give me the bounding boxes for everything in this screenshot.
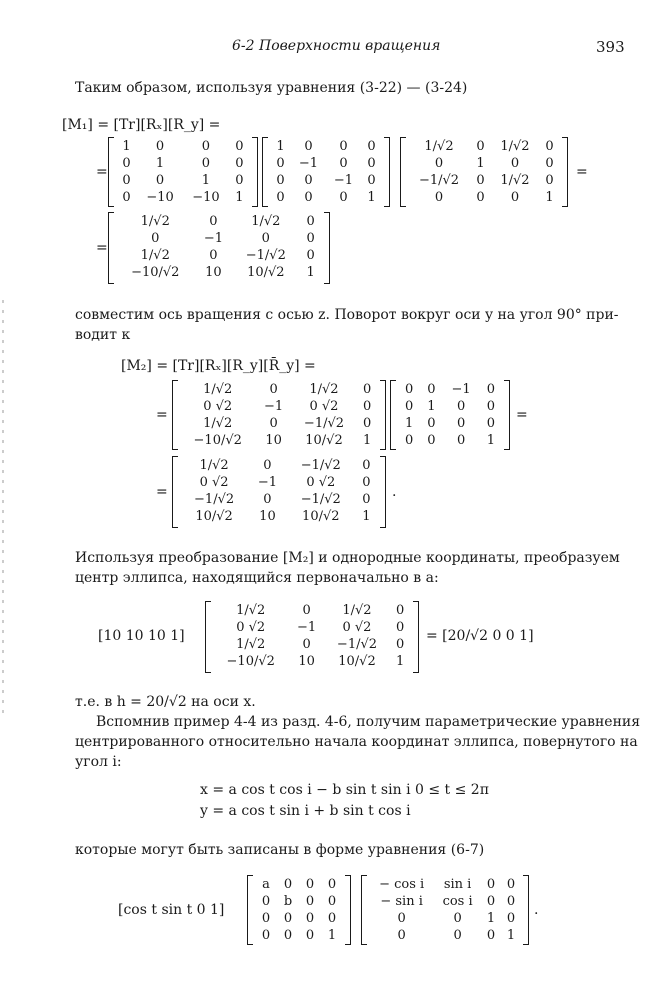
matrix-cell: 10/√2: [247, 265, 285, 280]
eq1-equals-3: =: [96, 240, 108, 256]
eq2-matrix-B: [390, 380, 510, 450]
matrix-row: [116, 189, 250, 206]
matrix-cell: 0: [209, 248, 218, 263]
matrix-cell: 1/√2: [140, 214, 170, 229]
text3-line1: Используя преобразование [M₂] и однородные координаты, преобразуем: [75, 550, 620, 566]
matrix-cell: 1: [404, 416, 414, 431]
matrix-row: [398, 398, 502, 415]
matrix-cell: 0: [545, 156, 554, 171]
matrix-cell: 0: [327, 911, 337, 926]
matrix-row: [116, 213, 322, 230]
matrix-cell: 0: [261, 928, 271, 943]
matrix-cell: 1/√2: [251, 214, 281, 229]
param-eq-x: x = a cos t cos i − b sin t sin i 0 ≤ t ≤ 2π: [200, 782, 489, 798]
matrix-cell: 0 √2: [342, 620, 372, 635]
matrix-cell: 0: [276, 173, 285, 188]
matrix-cell: 0: [456, 416, 466, 431]
eq2-equals-3: =: [156, 484, 168, 500]
matrix-cell: 0 √2: [199, 475, 229, 490]
matrix-cell: 1: [235, 190, 244, 205]
matrix-cell: 0: [283, 911, 293, 926]
matrix-row: [270, 189, 382, 206]
eq3-matrix: [205, 601, 419, 673]
eq1-matrix-A: [108, 137, 258, 207]
matrix-cell: 0: [302, 603, 311, 618]
matrix-cell: 1/√2: [236, 603, 266, 618]
matrix-cell: 0: [456, 433, 466, 448]
matrix-cell: −10/√2: [131, 265, 180, 280]
matrix-row: [408, 155, 560, 172]
matrix-cell: 0: [306, 214, 315, 229]
matrix-cell: 1: [155, 156, 165, 171]
matrix-cell: 1/√2: [203, 382, 233, 397]
matrix-cell: −1/√2: [418, 173, 460, 188]
matrix-cell: 0: [261, 911, 271, 926]
matrix-cell: 0: [305, 911, 315, 926]
matrix-cell: 1/√2: [140, 248, 170, 263]
matrix-cell: 0: [486, 382, 495, 397]
matrix-cell: −1: [203, 231, 223, 246]
matrix-row: [255, 910, 343, 927]
matrix-cell: −1/√2: [194, 492, 235, 507]
matrix-cell: 0: [545, 173, 554, 188]
matrix-cell: 0: [397, 928, 406, 943]
matrix-cell: 0: [486, 416, 495, 431]
matrix-cell: 0: [453, 911, 462, 926]
eq4-row-vector: [cos t sin t 0 1]: [118, 902, 225, 918]
matrix-row: [398, 415, 502, 432]
eq2-period: .: [392, 484, 397, 500]
matrix-row: [213, 653, 411, 670]
matrix-cell: 1: [362, 509, 371, 524]
matrix-row: [116, 138, 250, 155]
matrix-cell: 0: [404, 433, 414, 448]
text2-line1: совместим ось вращения с осью z. Поворот вокруг оси y на угол 90° при-: [75, 307, 619, 323]
matrix-cell: 0: [476, 173, 485, 188]
matrix-cell: 1: [276, 139, 285, 154]
matrix-cell: 0: [367, 139, 376, 154]
matrix-cell: 10: [259, 509, 276, 524]
matrix-cell: −1: [333, 173, 354, 188]
text2-line2: водит к: [75, 327, 131, 343]
matrix-cell: 10/√2: [195, 509, 233, 524]
matrix-cell: −1: [451, 382, 471, 397]
matrix-row: [270, 138, 382, 155]
matrix-cell: 0 √2: [236, 620, 266, 635]
matrix-cell: 0: [395, 620, 405, 635]
matrix-cell: 1/√2: [236, 637, 266, 652]
matrix-cell: 0: [235, 156, 244, 171]
eq1-matrix-B: [262, 137, 390, 207]
eq2-equals-1: =: [156, 407, 168, 423]
matrix-cell: 10/√2: [305, 433, 343, 448]
matrix-row: [180, 457, 378, 474]
matrix-row: [116, 247, 322, 264]
eq1-equals-1: =: [96, 164, 108, 180]
matrix-cell: 10/√2: [302, 509, 340, 524]
text3-line2: центр эллипса, находящийся первоначально в a:: [75, 570, 439, 586]
matrix-cell: 1: [201, 173, 211, 188]
matrix-cell: 10: [265, 433, 282, 448]
matrix-cell: 10/√2: [338, 654, 376, 669]
matrix-row: [369, 927, 521, 944]
matrix-row: [116, 264, 322, 281]
matrix-cell: −1: [297, 620, 317, 635]
matrix-cell: −1: [264, 399, 284, 414]
running-header: 6-2 Поверхности вращения: [232, 38, 441, 54]
matrix-cell: 1/√2: [203, 416, 233, 431]
matrix-cell: 1/√2: [424, 139, 454, 154]
matrix-cell: 0: [327, 894, 337, 909]
matrix-cell: 1: [306, 265, 315, 280]
eq4-matrix-A: [247, 875, 351, 945]
matrix-row: [408, 138, 560, 155]
eq4-period: .: [534, 902, 539, 918]
matrix-cell: 0: [235, 139, 244, 154]
eq1-lhs: [M₁] = [Tr][Rₓ][R_y] =: [62, 117, 221, 133]
text6: которые могут быть записаны в форме уравнения (6-7): [75, 842, 485, 858]
matrix-cell: 0: [339, 139, 348, 154]
page-number: 393: [596, 38, 625, 56]
matrix-cell: 0: [545, 139, 554, 154]
matrix-cell: 0: [304, 173, 313, 188]
matrix-cell: 0: [269, 416, 278, 431]
matrix-row: [180, 415, 378, 432]
matrix-cell: 0 √2: [203, 399, 233, 414]
matrix-cell: 0 √2: [309, 399, 339, 414]
matrix-cell: 0: [304, 190, 313, 205]
matrix-cell: 0: [304, 139, 313, 154]
matrix-cell: 0 √2: [306, 475, 336, 490]
matrix-cell: 0: [506, 911, 516, 926]
matrix-row: [180, 381, 378, 398]
matrix-cell: 0: [263, 458, 272, 473]
matrix-row: [180, 398, 378, 415]
eq4-matrix-B: [361, 875, 529, 945]
matrix-row: [255, 927, 343, 944]
matrix-cell: 0: [362, 382, 372, 397]
matrix-cell: 1: [486, 911, 496, 926]
matrix-cell: 0: [486, 877, 496, 892]
matrix-cell: 0: [306, 248, 315, 263]
matrix-cell: 0: [367, 173, 376, 188]
text5-line3: угол i:: [75, 754, 122, 770]
matrix-row: [398, 381, 502, 398]
eq3-row-vector: [10 10 10 1]: [98, 628, 185, 644]
matrix-cell: 1/√2: [342, 603, 372, 618]
matrix-row: [398, 432, 502, 449]
matrix-cell: −1/√2: [245, 248, 286, 263]
matrix-cell: 0: [510, 190, 520, 205]
matrix-cell: 0: [453, 928, 462, 943]
matrix-cell: 0: [155, 173, 165, 188]
matrix-row: [408, 172, 560, 189]
matrix-row: [369, 876, 521, 893]
matrix-cell: 0: [305, 877, 315, 892]
matrix-cell: 0: [276, 156, 285, 171]
matrix-cell: 0: [269, 382, 278, 397]
text5-line2: центрированного относительно начала координат эллипса, повернутого на: [75, 734, 638, 750]
matrix-cell: 0: [486, 928, 496, 943]
matrix-cell: 0: [263, 492, 272, 507]
matrix-cell: 0: [476, 139, 485, 154]
matrix-cell: 0: [395, 603, 405, 618]
matrix-cell: cos i: [442, 894, 473, 909]
matrix-cell: −1/√2: [336, 637, 378, 652]
matrix-cell: 0: [486, 894, 496, 909]
matrix-cell: 1: [367, 190, 376, 205]
matrix-cell: 1/√2: [309, 382, 339, 397]
matrix-cell: 0: [235, 173, 244, 188]
matrix-cell: b: [283, 894, 293, 909]
matrix-cell: 1: [395, 654, 405, 669]
eq2-lhs: [M₂] = [Tr][Rₓ][R_y][R̄_y] =: [121, 358, 316, 374]
matrix-cell: 0: [427, 382, 436, 397]
matrix-cell: 0: [362, 475, 371, 490]
matrix-cell: 0: [362, 458, 371, 473]
matrix-cell: 0: [201, 139, 211, 154]
matrix-cell: 1: [506, 928, 516, 943]
matrix-cell: 0: [362, 399, 372, 414]
matrix-cell: 0: [201, 156, 211, 171]
matrix-row: [270, 172, 382, 189]
matrix-cell: − sin i: [380, 894, 423, 909]
eq2-equals-2: =: [516, 407, 528, 423]
matrix-row: [213, 619, 411, 636]
matrix-cell: −10: [192, 190, 220, 205]
matrix-row: [369, 910, 521, 927]
eq2-matrix-C: [172, 456, 386, 528]
matrix-cell: 0: [151, 231, 160, 246]
matrix-cell: 0: [404, 382, 414, 397]
matrix-cell: a: [262, 877, 270, 892]
matrix-cell: 0: [306, 231, 315, 246]
matrix-cell: 1: [362, 433, 372, 448]
matrix-cell: 1: [327, 928, 337, 943]
matrix-row: [213, 636, 411, 653]
matrix-cell: 0: [395, 637, 405, 652]
matrix-cell: 1/√2: [199, 458, 229, 473]
matrix-cell: −1: [298, 156, 319, 171]
matrix-cell: 0: [404, 399, 414, 414]
matrix-cell: 0: [302, 637, 311, 652]
matrix-cell: 0: [427, 433, 436, 448]
matrix-cell: 0: [506, 877, 516, 892]
matrix-cell: 1/√2: [500, 173, 530, 188]
matrix-cell: −1/√2: [300, 458, 341, 473]
matrix-cell: 1: [122, 139, 131, 154]
matrix-row: [180, 491, 378, 508]
matrix-cell: 0: [362, 492, 371, 507]
matrix-row: [369, 893, 521, 910]
eq1-matrix-D: [108, 212, 330, 284]
matrix-cell: 0: [276, 190, 285, 205]
matrix-row: [180, 474, 378, 491]
matrix-cell: −10: [146, 190, 174, 205]
matrix-cell: 0: [434, 156, 444, 171]
matrix-cell: 1: [427, 399, 436, 414]
matrix-cell: 0: [339, 190, 348, 205]
matrix-cell: 0: [506, 894, 516, 909]
matrix-cell: 1: [476, 156, 485, 171]
matrix-cell: 0: [261, 894, 271, 909]
matrix-cell: sin i: [443, 877, 472, 892]
matrix-cell: 0: [367, 156, 376, 171]
matrix-cell: −10/√2: [193, 433, 242, 448]
text5-line1: Вспомнив пример 4-4 из разд. 4-6, получим параметрические уравнения: [96, 714, 641, 730]
matrix-cell: −1/√2: [303, 416, 345, 431]
matrix-row: [213, 602, 411, 619]
eq1-matrix-C: [400, 137, 568, 207]
eq3-result: = [20/√2 0 0 1]: [426, 628, 534, 644]
matrix-cell: 0: [456, 399, 466, 414]
matrix-cell: 0: [510, 156, 520, 171]
matrix-cell: 0: [283, 928, 293, 943]
matrix-cell: 1: [486, 433, 495, 448]
matrix-cell: 0: [305, 894, 315, 909]
matrix-row: [270, 155, 382, 172]
eq2-matrix-A: [172, 380, 386, 450]
matrix-cell: 0: [486, 399, 495, 414]
text4: т.е. в h = 20/√2 на оси x.: [75, 694, 256, 710]
eq1-equals-2: =: [576, 164, 588, 180]
param-eq-y: y = a cos t sin i + b sin t cos i: [200, 803, 411, 819]
matrix-cell: 0: [122, 173, 131, 188]
matrix-cell: 1: [545, 190, 554, 205]
matrix-cell: − cos i: [379, 877, 425, 892]
matrix-cell: 0: [261, 231, 270, 246]
matrix-cell: 0: [339, 156, 348, 171]
matrix-cell: 0: [434, 190, 444, 205]
matrix-cell: 0: [122, 156, 131, 171]
matrix-cell: 0: [305, 928, 315, 943]
matrix-cell: 0: [476, 190, 485, 205]
matrix-cell: 0: [327, 877, 337, 892]
matrix-cell: −1/√2: [300, 492, 341, 507]
matrix-cell: 0: [283, 877, 293, 892]
matrix-row: [255, 876, 343, 893]
matrix-cell: 10: [205, 265, 222, 280]
matrix-row: [116, 172, 250, 189]
matrix-row: [116, 155, 250, 172]
matrix-cell: 10: [298, 654, 315, 669]
page-edge-marks: [0, 0, 8, 990]
matrix-cell: 0: [155, 139, 165, 154]
matrix-cell: 0: [397, 911, 406, 926]
matrix-cell: −1: [257, 475, 278, 490]
matrix-cell: 0: [122, 190, 131, 205]
matrix-row: [255, 893, 343, 910]
matrix-row: [116, 230, 322, 247]
matrix-cell: 0: [209, 214, 218, 229]
intro-text: Таким образом, используя уравнения (3-22) — (3-24): [75, 80, 468, 96]
matrix-cell: 0: [362, 416, 372, 431]
matrix-row: [408, 189, 560, 206]
matrix-cell: −10/√2: [226, 654, 275, 669]
matrix-row: [180, 432, 378, 449]
matrix-row: [180, 508, 378, 525]
matrix-cell: 1/√2: [500, 139, 530, 154]
matrix-cell: 0: [427, 416, 436, 431]
